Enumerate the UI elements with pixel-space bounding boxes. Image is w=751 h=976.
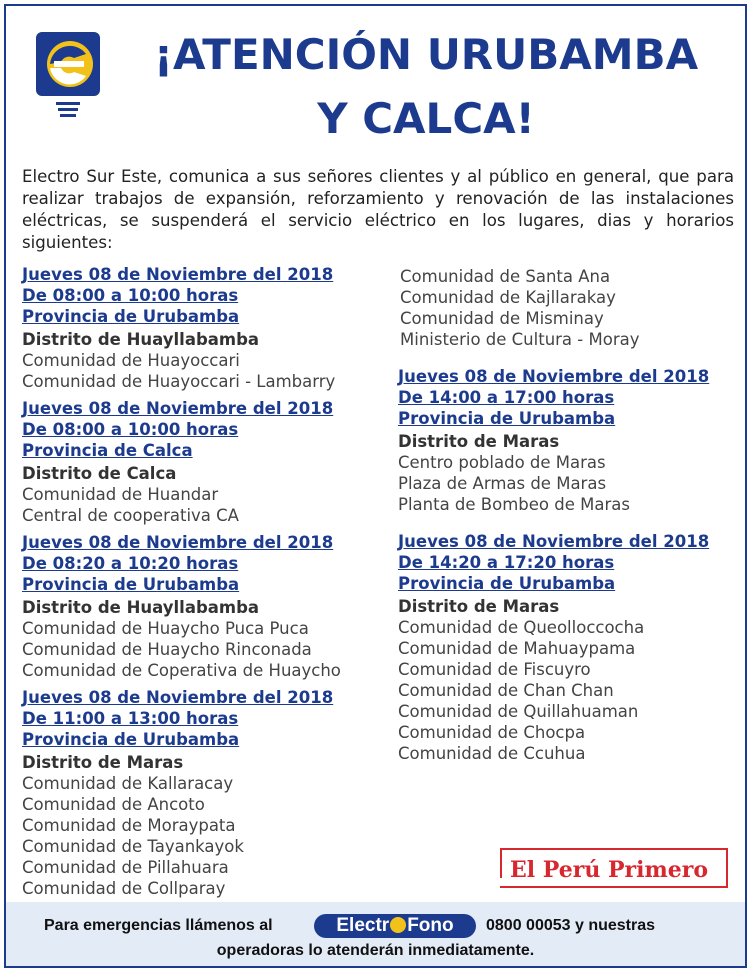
outage-place: Comunidad de Huaycho Rinconada: [22, 640, 312, 659]
outage-place: Comunidad de Quillahuaman: [398, 702, 639, 721]
outage-place: Comunidad de Moraypata: [22, 816, 236, 835]
outage-block: [398, 366, 734, 515]
outage-place: Comunidad de Collparay: [22, 879, 226, 898]
outage-district: Distrito de Maras: [398, 432, 560, 451]
outage-place: Comunidad de Ccuhua: [398, 744, 586, 763]
el-peru-primero-brand: [500, 848, 728, 892]
right-column: [394, 266, 734, 770]
outage-place: Comunidad de Huayoccari - Lambarry: [22, 372, 336, 391]
electro-sur-este-logo-icon: [34, 30, 102, 126]
outage-place: Central de cooperativa CA: [22, 506, 239, 525]
outage-date: Jueves 08 de Noviembre del 2018: [22, 688, 334, 707]
outage-date: Jueves 08 de Noviembre del 2018: [398, 532, 710, 551]
outage-place: Comunidad de Misminay: [400, 309, 604, 328]
outage-place: Comunidad de Kallaracay: [22, 774, 234, 793]
outage-province: Provincia de Urubamba: [22, 307, 240, 326]
outage-district: Distrito de Huayllabamba: [22, 598, 260, 617]
electrofono-logo: [314, 914, 476, 938]
outage-place: Plaza de Armas de Maras: [398, 474, 607, 493]
electrofono-circle-icon: [390, 917, 406, 933]
outage-continuation: [394, 266, 734, 350]
outage-province: Provincia de Calca: [22, 441, 193, 460]
outage-block: [22, 264, 382, 392]
outage-place: Comunidad de Huandar: [22, 485, 219, 504]
outage-date: Jueves 08 de Noviembre del 2018: [22, 533, 334, 552]
outage-time: De 08:20 a 10:20 horas: [22, 554, 239, 573]
outage-time: De 11:00 a 13:00 horas: [22, 709, 239, 728]
outage-place: Comunidad de Chocpa: [398, 723, 586, 742]
outage-place: Comunidad de Chan Chan: [398, 681, 614, 700]
outage-district: Distrito de Huayllabamba: [22, 330, 260, 349]
outage-district: Distrito de Maras: [22, 753, 184, 772]
outage-block: [22, 398, 382, 526]
left-column: [22, 264, 382, 905]
outage-place: Comunidad de Tayankayok: [22, 837, 244, 856]
footer-pre-text: Para emergencias llámenos al: [44, 917, 273, 934]
outage-time: De 08:00 a 10:00 horas: [22, 286, 239, 305]
footer-phone-text: 0800 00053 y nuestras: [486, 917, 656, 934]
outage-place: Comunidad de Pillahuara: [22, 858, 229, 877]
electrofono-text-a: Electr: [336, 915, 390, 936]
outage-place: Comunidad de Fiscuyro: [398, 660, 591, 679]
outage-place: Centro poblado de Maras: [398, 453, 606, 472]
outage-date: Jueves 08 de Noviembre del 2018: [22, 399, 334, 418]
outage-place: Planta de Bombeo de Maras: [398, 495, 630, 514]
outage-date: Jueves 08 de Noviembre del 2018: [22, 265, 334, 284]
footer-line-1: [6, 914, 745, 938]
title-line-1: ¡ATENCIÓN URUBAMBA: [153, 30, 699, 79]
outage-time: De 14:20 a 17:20 horas: [398, 553, 615, 572]
outage-place: Comunidad de Kajllarakay: [400, 288, 616, 307]
outage-place: Comunidad de Huaycho Puca Puca: [22, 619, 309, 638]
outage-place: Comunidad de Huayoccari: [22, 351, 240, 370]
page-title: [106, 28, 746, 146]
outage-time: De 14:00 a 17:00 horas: [398, 388, 615, 407]
outage-time: De 08:00 a 10:00 horas: [22, 420, 239, 439]
electrofono-text-b: Fono: [407, 915, 454, 936]
outage-place: Ministerio de Cultura - Moray: [400, 330, 640, 349]
outage-province: Provincia de Urubamba: [22, 575, 240, 594]
outage-block: [398, 531, 734, 764]
footer-line-2: operadoras lo atenderán inmediatamente.: [216, 942, 535, 959]
outage-province: Provincia de Urubamba: [398, 574, 616, 593]
outage-block: [22, 687, 382, 899]
outage-place: Comunidad de Mahuaypama: [398, 639, 636, 658]
outage-province: Provincia de Urubamba: [398, 409, 616, 428]
outage-district: Distrito de Maras: [398, 597, 560, 616]
title-line-2: Y CALCA!: [317, 94, 535, 143]
outage-block: [22, 532, 382, 681]
intro-paragraph: Electro Sur Este, comunica a sus señores clientes y al público en general, que para realizar trabajos de expansión, reforzamiento y renovación de las instalaciones eléctricas, se suspenderá el servicio eléctrico en los lugares, dias y horarios siguientes:: [22, 167, 734, 252]
outage-district: Distrito de Calca: [22, 464, 177, 483]
outage-province: Provincia de Urubamba: [22, 730, 240, 749]
outage-place: Comunidad de Santa Ana: [400, 267, 611, 286]
emergency-footer: [6, 902, 745, 966]
outage-date: Jueves 08 de Noviembre del 2018: [398, 367, 710, 386]
outage-place: Comunidad de Ancoto: [22, 795, 205, 814]
outage-place: Comunidad de Coperativa de Huaycho: [22, 661, 341, 680]
outage-place: Comunidad de Queolloccocha: [398, 618, 645, 637]
brand-text: El Perú Primero: [510, 857, 709, 883]
notice-page: [4, 4, 747, 968]
